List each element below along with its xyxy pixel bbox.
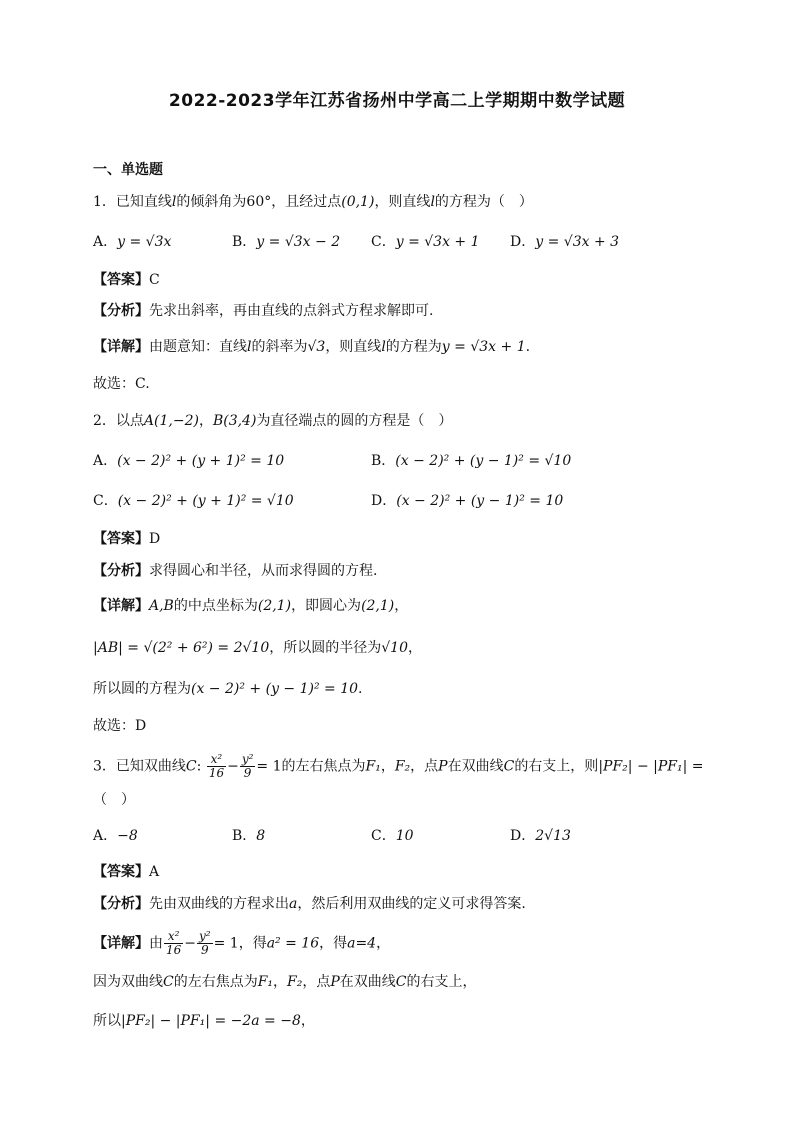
question-3-stem: 3．已知双曲线C: $\frac{\text{x²}}{16}$ − $\frac{\text{y²}}{9}$ = 1的左右焦点为F₁，F₂，点P在双曲线C的右支上，则|PF₂| − |PF₁| = — [93, 752, 704, 780]
q1-detail: 【详解】由题意知：直线l的斜率为√3，则直线l的方程为y = √3x + 1. — [93, 339, 531, 355]
fraction: $\frac{\text{y²}}{9}$ — [241, 752, 254, 780]
q3-option-b: B．8 — [232, 828, 266, 844]
q3-detail-line3: 所以|PF₂| − |PF₁| = −2a = −8， — [93, 1013, 315, 1029]
q2-analysis: 【分析】求得圆心和半径，从而求得圆的方程. — [93, 563, 378, 579]
q3-option-a: A．−8 — [93, 828, 138, 844]
q2-option-a: A．(x − 2)² + (y + 1)² = 10 — [93, 453, 285, 469]
q2-option-d: D．(x − 2)² + (y − 1)² = 10 — [371, 493, 564, 509]
fraction: $\frac{\text{x²}}{16}$ — [208, 752, 225, 780]
q1-analysis: 【分析】先求出斜率，再由直线的点斜式方程求解即可. — [93, 303, 434, 319]
q3-detail-line2: 因为双曲线C的左右焦点为F₁，F₂，点P在双曲线C的右支上， — [93, 974, 477, 990]
q2-conclusion: 故选：D — [93, 718, 147, 734]
fraction: $\frac{\text{y²}}{9}$ — [199, 929, 211, 957]
q3-answer: 【答案】A — [93, 864, 160, 880]
q2-detail-equation: 所以圆的方程为(x − 2)² + (y − 1)² = 10. — [93, 681, 363, 697]
q1-conclusion: 故选：C. — [93, 376, 150, 392]
q2-option-b: B．(x − 2)² + (y − 1)² = √10 — [371, 453, 572, 469]
q1-option-a: A．y = √3x — [93, 234, 172, 250]
q3-detail: 【详解】由 $\frac{\text{x²}}{16}$ − $\frac{\text{y²}}{9}$ = 1，得a² = 16，得a=4， — [93, 929, 391, 957]
page-title: 2022-2023学年江苏省扬州中学高二上学期期中数学试题 — [168, 91, 626, 111]
question-2-stem: 2．以点A(1,−2)，B(3,4)为直径端点的圆的方程是（ ） — [93, 413, 453, 429]
q2-detail: 【详解】A,B的中点坐标为(2,1)，即圆心为(2,1)， — [93, 598, 409, 614]
q3-option-d: D．2√13 — [510, 828, 571, 844]
q1-answer: 【答案】C — [93, 272, 160, 288]
q3-option-c: C．10 — [371, 828, 414, 844]
q2-answer: 【答案】D — [93, 531, 161, 547]
section-heading: 一、单选题 — [93, 162, 163, 178]
q1-option-d: D．y = √3x + 3 — [510, 234, 620, 250]
q2-detail-radius: |AB| = √(2² + 6²) = 2√10，所以圆的半径为√10， — [93, 640, 423, 656]
q1-option-b: B．y = √3x − 2 — [232, 234, 341, 250]
q3-analysis: 【分析】先由双曲线的方程求出a，然后利用双曲线的定义可求得答案. — [93, 896, 526, 912]
q3-stem-line2: （ ） — [93, 792, 135, 808]
q1-option-c: C．y = √3x + 1 — [371, 234, 480, 250]
q2-option-c: C．(x − 2)² + (y + 1)² = √10 — [93, 493, 294, 509]
question-1-stem: 1．已知直线l的倾斜角为60°，且经过点(0,1)，则直线l的方程为（ ） — [93, 194, 533, 210]
fraction: $\frac{\text{x²}}{16}$ — [166, 929, 182, 957]
